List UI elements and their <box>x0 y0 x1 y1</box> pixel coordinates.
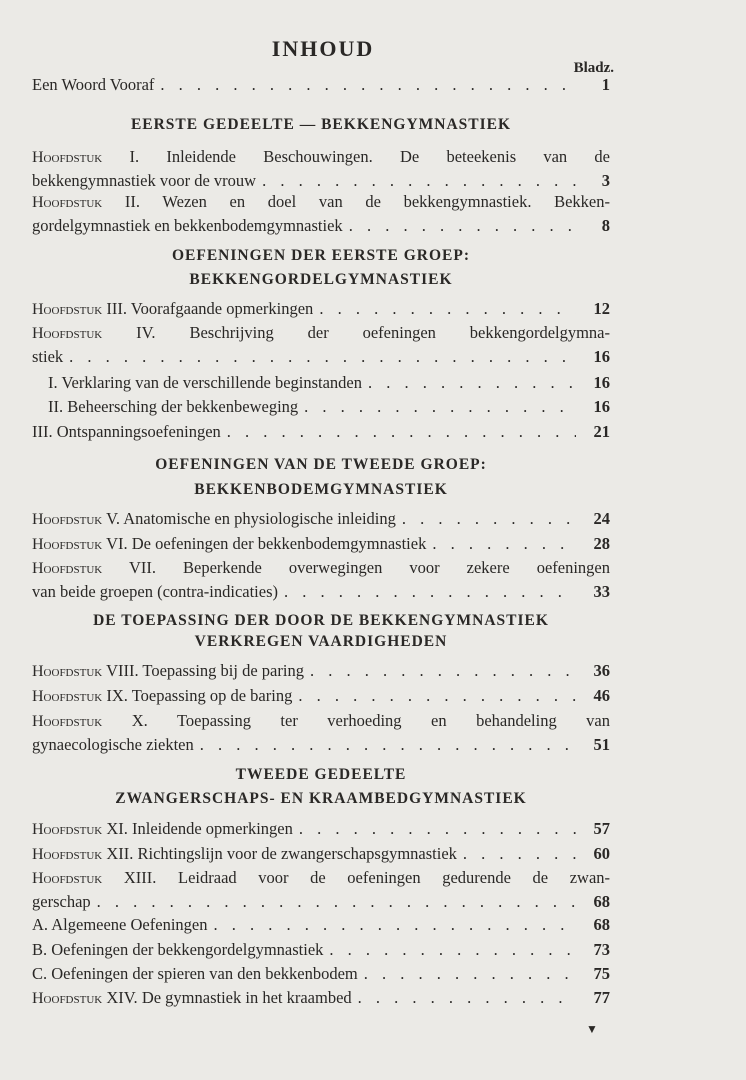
toc-entry-hoofdstuk-1[interactable]: Hoofdstuk I. Inleidende Beschouwingen. De beteekenis van de bekkengymnastiek voor de vrouw . . . 3 <box>32 145 610 192</box>
toc-entry-hoofdstuk-13[interactable]: Hoofdstuk XIII. Leidraad voor de oefeningen gedurende de zwan- gerschap . . . 68 <box>32 866 610 913</box>
section-heading: DE TOEPASSING DER DOOR DE BEKKENGYMNASTIEK <box>93 612 549 629</box>
toc-subentry-b[interactable]: B. Oefeningen der bekkengordelgymnastiek . . . 73 <box>32 938 610 961</box>
toc-entry-hoofdstuk-14[interactable]: Hoofdstuk XIV. De gymnastiek in het kraambed . . . 77 <box>32 986 610 1010</box>
toc-entry-hoofdstuk-4[interactable]: Hoofdstuk IV. Beschrijving der oefeningen bekkengordelgymna- stiek . . . 16 <box>32 321 610 368</box>
section-heading: VERKREGEN VAARDIGHEDEN <box>194 633 448 650</box>
continuation-arrow-icon: ▼ <box>586 1022 598 1036</box>
section-heading: EERSTE GEDEELTE — BEKKENGYMNASTIEK <box>130 116 512 133</box>
toc-entry-hoofdstuk-7[interactable]: Hoofdstuk VII. Beperkende overwegingen voor zekere oefeningen van beide groepen (contra-indicaties) . . . 33 <box>32 556 610 603</box>
toc-subentry[interactable]: III. Ontspanningsoefeningen . . . 21 <box>32 420 610 443</box>
toc-entry-hoofdstuk-12[interactable]: Hoofdstuk XII. Richtingslijn voor de zwangerschapsgymnastiek . . . 60 <box>32 842 610 866</box>
toc-title: INHOUD <box>271 36 375 61</box>
toc-entry-hoofdstuk-10[interactable]: Hoofdstuk X. Toepassing ter verhoeding en behandeling van gynaecologische ziekten . . . 51 <box>32 709 610 756</box>
section-heading: BEKKENGORDELGYMNASTIEK <box>189 271 453 288</box>
toc-entry-hoofdstuk-6[interactable]: Hoofdstuk VI. De oefeningen der bekkenbodemgymnastiek . . . 28 <box>32 532 610 556</box>
toc-entry-hoofdstuk-9[interactable]: Hoofdstuk IX. Toepassing op de baring . . . 46 <box>32 684 610 708</box>
toc-subentry[interactable]: II. Beheersching der bekkenbeweging . . . 16 <box>48 395 610 418</box>
toc-entry-hoofdstuk-2[interactable]: Hoofdstuk II. Wezen en doel van de bekkengymnastiek. Bekken- gordelgymnastiek en bekkenbodemgymnastiek . . . 8 <box>32 190 610 237</box>
section-heading: TWEEDE GEDEELTE <box>235 766 407 783</box>
toc-subentry[interactable]: I. Verklaring van de verschillende beginstanden . . . 16 <box>48 371 610 394</box>
toc-subentry-c[interactable]: C. Oefeningen der spieren van den bekkenbodem . . . 75 <box>32 962 610 985</box>
toc-subentry-a[interactable]: A. Algemeene Oefeningen . . . 68 <box>32 913 610 936</box>
toc-entry-woord-vooraf[interactable]: Een Woord Vooraf . . . 1 <box>32 73 610 96</box>
section-heading: OEFENINGEN DER EERSTE GROEP: <box>171 247 470 264</box>
toc-entry-hoofdstuk-8[interactable]: Hoofdstuk VIII. Toepassing bij de paring . . . 36 <box>32 659 610 683</box>
page-column-label: Bladz. <box>573 60 614 76</box>
toc-entry-hoofdstuk-11[interactable]: Hoofdstuk XI. Inleidende opmerkingen . . . 57 <box>32 817 610 841</box>
toc-entry-hoofdstuk-3[interactable]: Hoofdstuk III. Voorafgaande opmerkingen . . . 12 <box>32 297 610 321</box>
section-heading: BEKKENBODEMGYMNASTIEK <box>194 481 448 498</box>
section-heading: OEFENINGEN VAN DE TWEEDE GROEP: <box>155 456 487 473</box>
section-heading: ZWANGERSCHAPS- EN KRAAMBEDGYMNASTIEK <box>115 790 527 807</box>
toc-entry-hoofdstuk-5[interactable]: Hoofdstuk V. Anatomische en physiologische inleiding . . . 24 <box>32 507 610 531</box>
